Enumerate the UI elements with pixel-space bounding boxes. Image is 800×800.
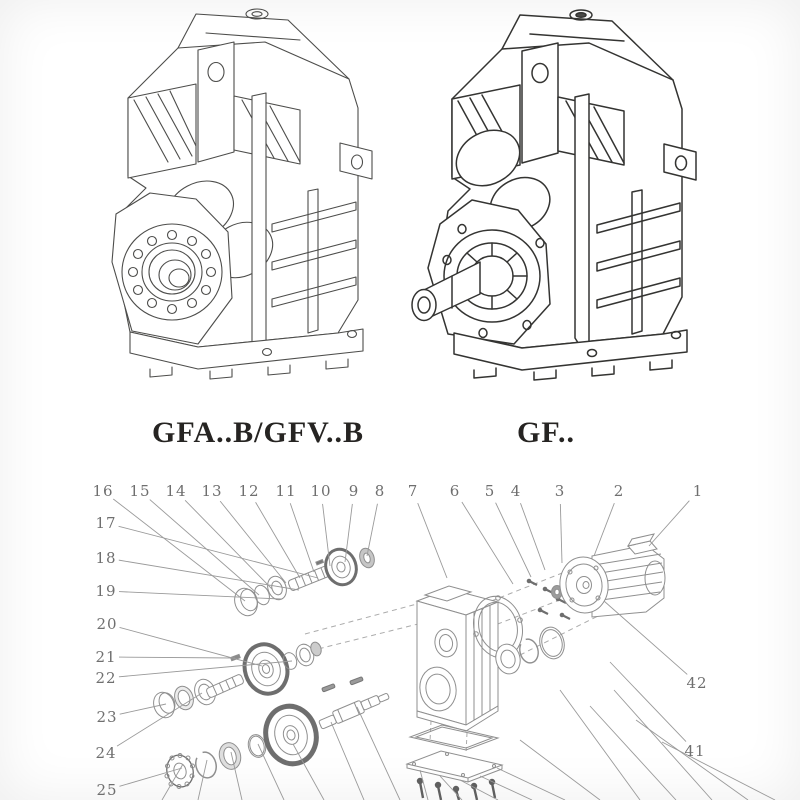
leader-line [357, 707, 400, 800]
leader-line [185, 500, 272, 589]
leader-line [440, 776, 462, 800]
leader-line [520, 503, 545, 570]
leader-line [198, 760, 207, 800]
leader-line [649, 501, 689, 546]
callout-12: 12 [238, 482, 260, 500]
leader-line [323, 504, 330, 566]
leader-line [220, 501, 286, 583]
leader-line [560, 690, 640, 800]
callout-8: 8 [374, 482, 386, 500]
leader-line [290, 503, 314, 572]
leader-line [119, 560, 299, 590]
callout-10: 10 [310, 482, 332, 500]
callout-17: 17 [95, 514, 117, 532]
leader-line [117, 693, 202, 746]
leader-line [258, 744, 284, 800]
callout-13: 13 [201, 482, 223, 500]
leader-line [418, 503, 447, 578]
leader-line [420, 770, 428, 800]
leader-line [231, 752, 242, 800]
callout-41: 41 [684, 742, 706, 760]
callout-1: 1 [692, 482, 704, 500]
callout-42: 42 [686, 674, 708, 692]
leader-line [367, 504, 377, 556]
callout-4: 4 [510, 482, 522, 500]
callout-16: 16 [92, 482, 114, 500]
leader-line [119, 768, 182, 786]
callout-2: 2 [613, 482, 625, 500]
leader-line [460, 780, 498, 800]
leader-line [590, 706, 676, 800]
callout-24: 24 [95, 744, 117, 762]
leader-line [462, 502, 513, 584]
leader-line [120, 704, 166, 714]
callout-9: 9 [348, 482, 360, 500]
leader-line [120, 627, 262, 666]
leader-line [162, 764, 183, 800]
leader-line [636, 720, 748, 800]
leader-line [497, 768, 565, 800]
callout-25: 25 [96, 781, 118, 799]
leader-line [604, 601, 687, 674]
callout-14: 14 [165, 482, 187, 500]
leader-line [293, 744, 324, 800]
leader-line [345, 504, 352, 562]
leader-line [331, 722, 364, 800]
leader-line [496, 503, 531, 577]
callout-11: 11 [275, 482, 297, 500]
leader-line [119, 661, 292, 677]
leader-line [560, 504, 562, 563]
callout-23: 23 [96, 708, 118, 726]
model-caption-gfa: GFA..B/GFV..B [152, 416, 364, 449]
callout-7: 7 [407, 482, 419, 500]
leader-line [610, 662, 686, 742]
callout-5: 5 [484, 482, 496, 500]
callout-15: 15 [129, 482, 151, 500]
callout-6: 6 [449, 482, 461, 500]
leader-line [594, 503, 614, 556]
leader-line [662, 742, 775, 800]
callout-21: 21 [95, 648, 117, 666]
leader-line [113, 499, 245, 601]
leader-line [520, 740, 600, 800]
model-caption-gf: GF.. [517, 416, 575, 449]
callout-3: 3 [554, 482, 566, 500]
leader-line [480, 776, 532, 800]
leader-line [119, 657, 235, 658]
callout-19: 19 [95, 582, 117, 600]
callout-20: 20 [96, 615, 118, 633]
callout-18: 18 [95, 549, 117, 567]
callout-22: 22 [95, 669, 117, 687]
